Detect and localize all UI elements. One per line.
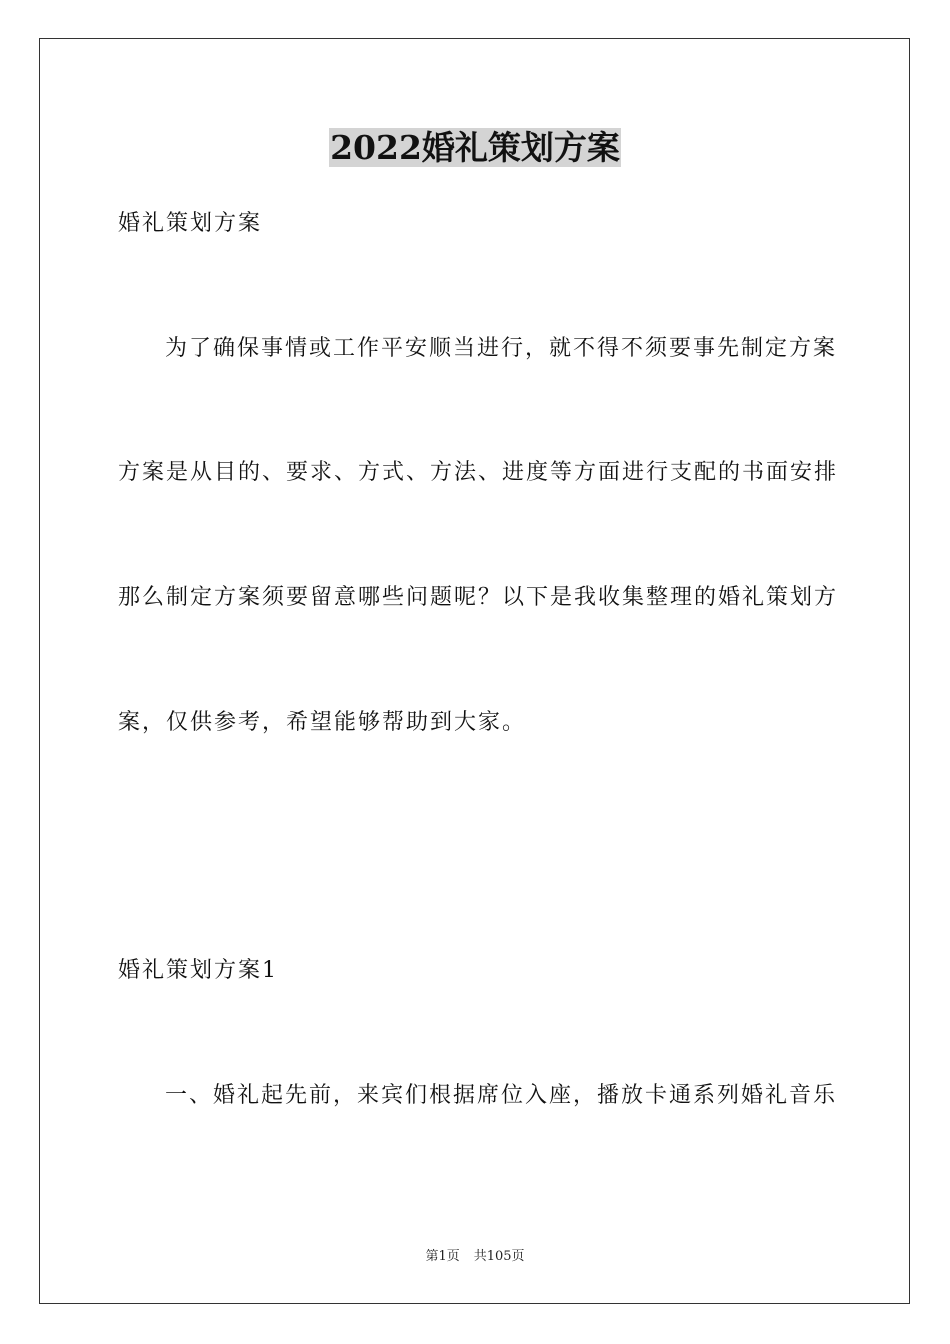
- page-total: 共105页: [473, 1249, 525, 1264]
- paragraph-line-2: 方案是从目的、要求、方式、方法、进度等方面进行支配的书面安排: [118, 460, 839, 485]
- document-title-text: 2022婚礼策划方案: [330, 128, 620, 167]
- paragraph-line-4: 案，仅供参考，希望能够帮助到大家。: [118, 710, 527, 735]
- page-number: 第1页: [425, 1249, 460, 1264]
- page-footer: [0, 1248, 950, 1266]
- section-heading: 婚礼策划方案1: [118, 958, 278, 983]
- document-title: [0, 126, 950, 170]
- document-subtitle: 婚礼策划方案: [118, 211, 263, 236]
- section-first-line: 一、婚礼起先前，来宾们根据席位入座，播放卡通系列婚礼音乐: [165, 1083, 838, 1108]
- paragraph-line-1: 为了确保事情或工作平安顺当进行，就不得不须要事先制定方案: [165, 336, 838, 361]
- paragraph-line-3: 那么制定方案须要留意哪些问题呢？以下是我收集整理的婚礼策划方: [118, 585, 839, 610]
